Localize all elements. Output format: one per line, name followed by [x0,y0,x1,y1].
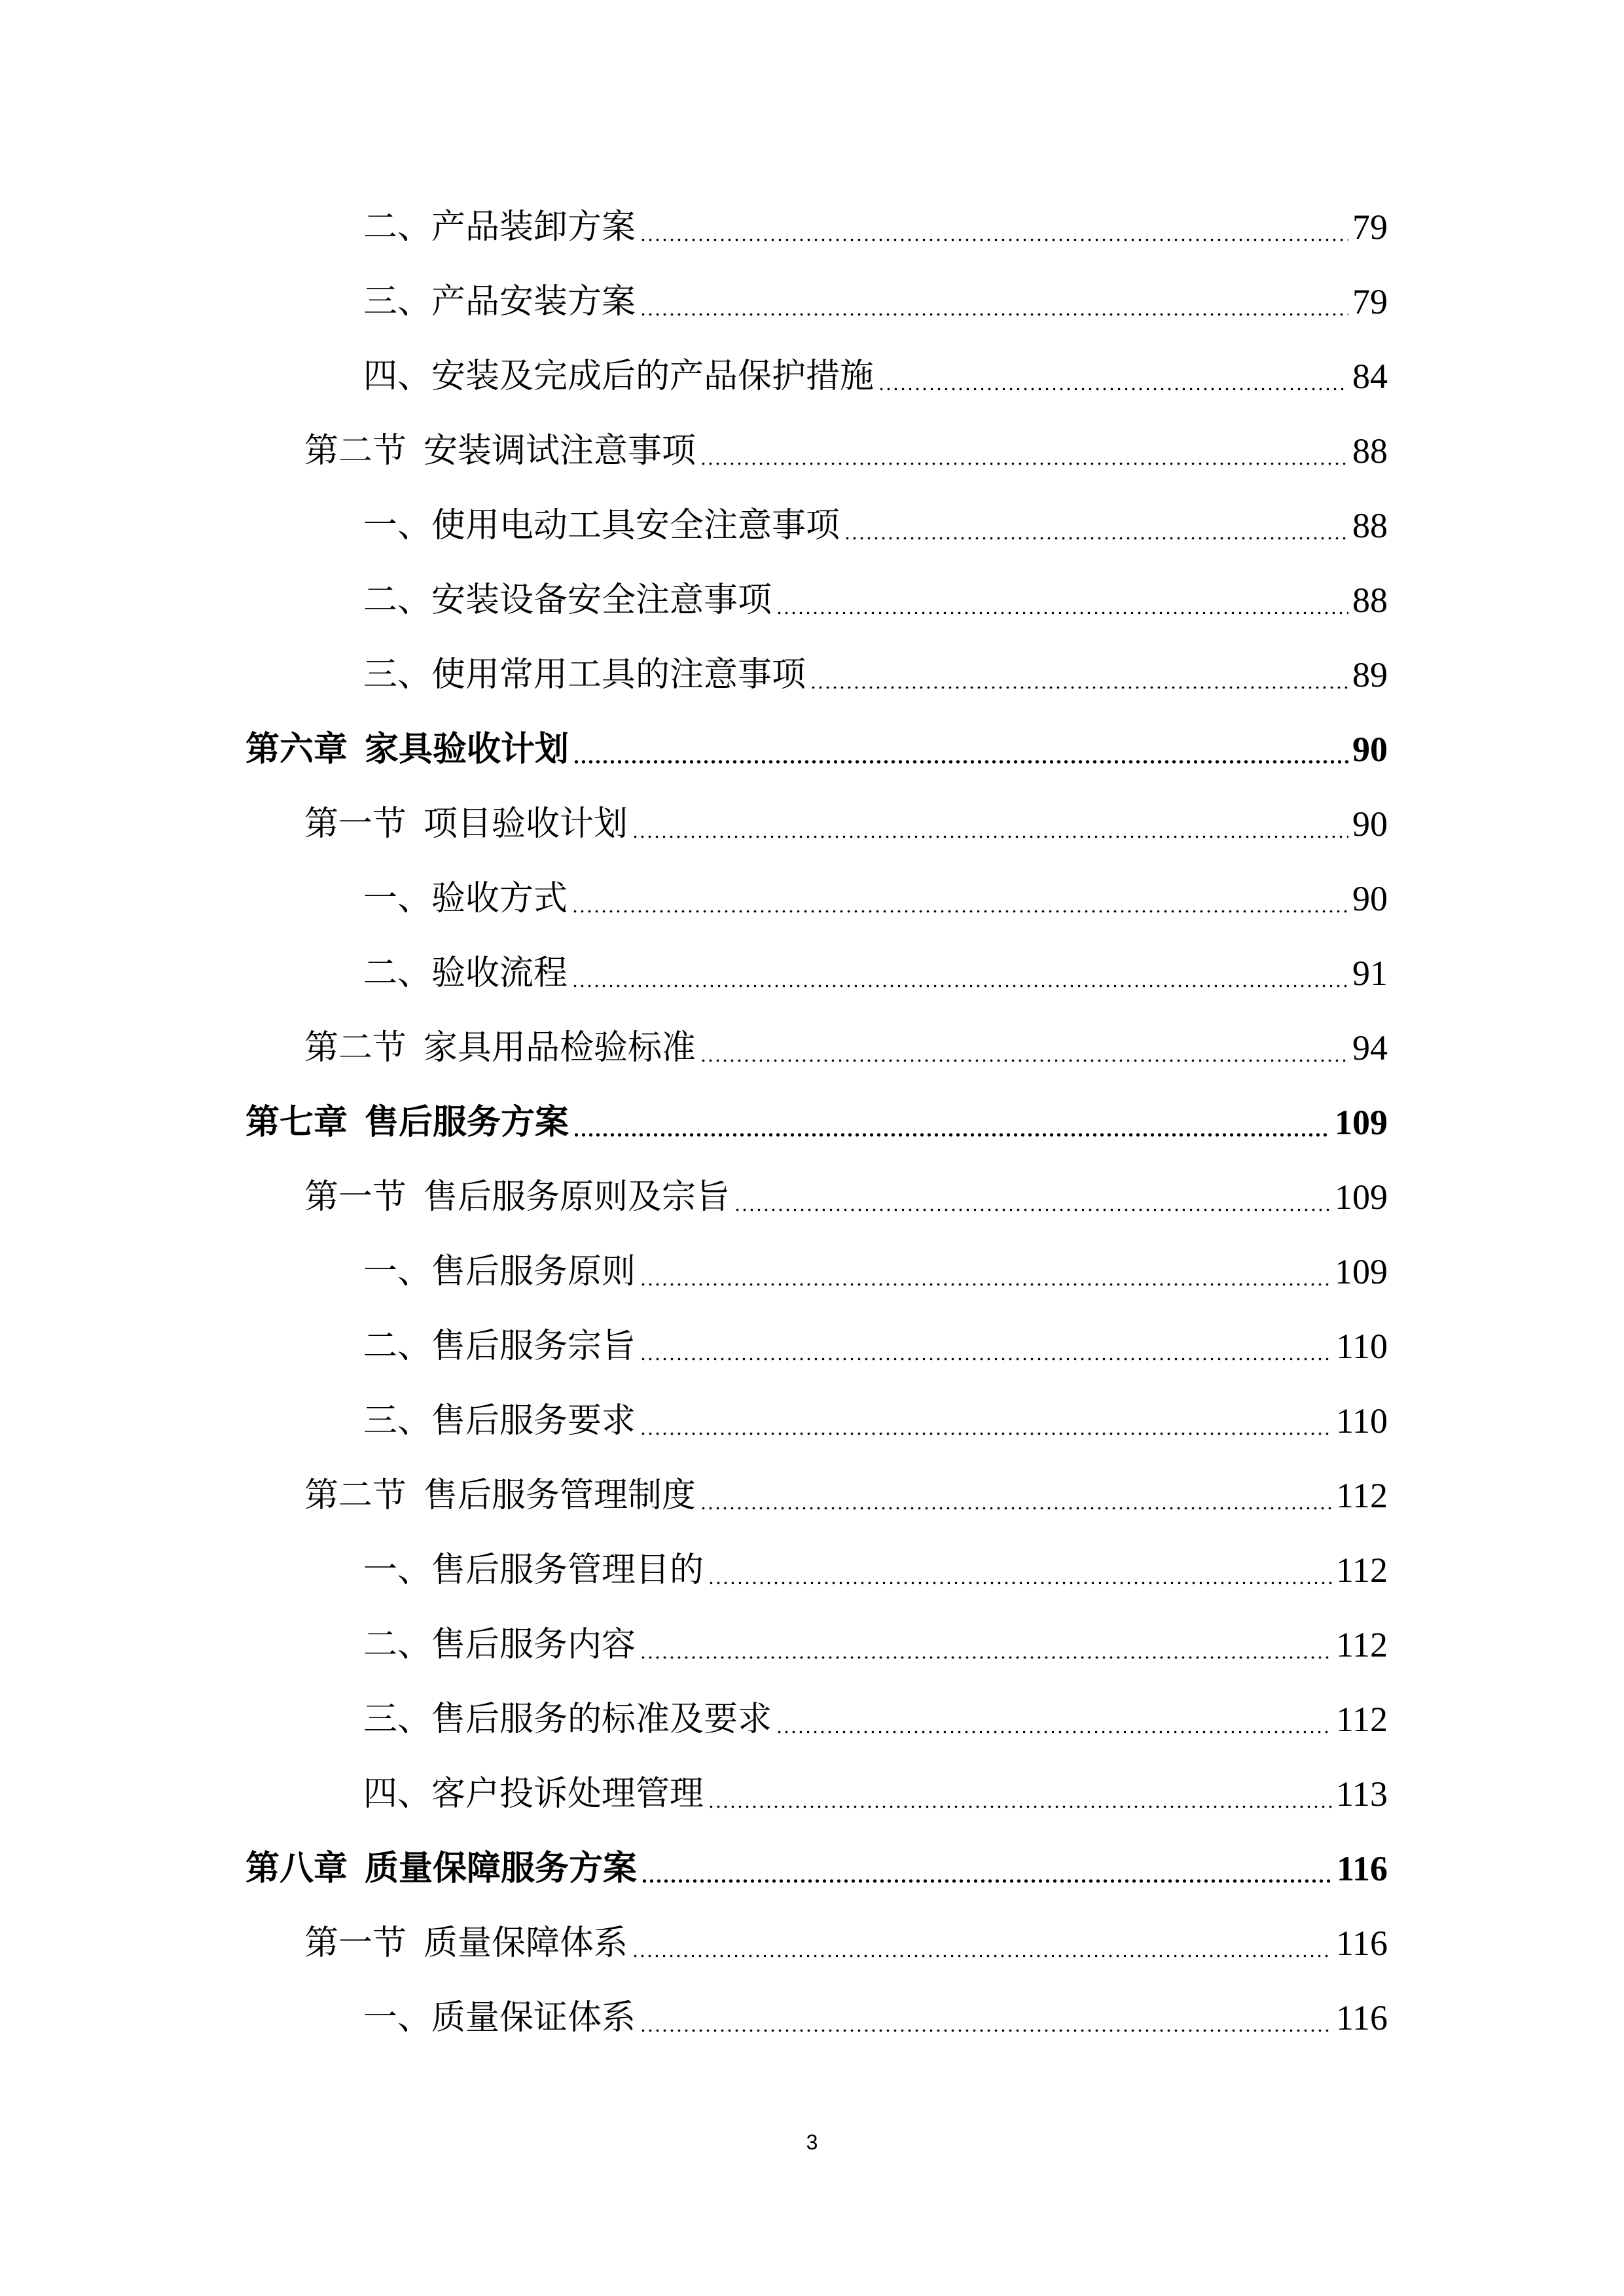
toc-page-number: 90 [1352,804,1388,844]
toc-entry-number: 二、 [363,207,432,247]
toc-subsection-entry[interactable] [0,563,1624,637]
toc-entry-number: 第二节 [304,431,407,471]
toc-entry-text: 产品装卸方案 [431,207,636,247]
toc-entry-text: 售后服务管理制度 [424,1476,696,1515]
toc-entry-number: 第八章 [245,1848,348,1888]
toc-page-number: 112 [1336,1625,1388,1664]
toc-entry-title [363,654,806,696]
toc-entry-number: 四、 [363,1774,432,1814]
toc-entry-text: 售后服务要求 [431,1401,636,1441]
toc-entry-title [304,1475,696,1516]
toc-entry-title [363,355,874,397]
toc-entry-text: 售后服务的标准及要求 [431,1700,772,1739]
toc-entry-text: 售后服务宗旨 [431,1327,636,1366]
toc-entry-number: 二、 [363,1625,432,1664]
toc-page-number: 90 [1352,879,1388,918]
toc-subsection-entry[interactable] [0,264,1624,339]
toc-entry-title [363,1325,636,1367]
toc-entry-text: 安装设备安全注意事项 [431,581,772,620]
toc-dot-leader [734,1176,1331,1218]
toc-entry-title [363,579,772,621]
toc-entry-text: 客户投诉处理管理 [431,1774,704,1814]
toc-entry-title [304,1922,628,1964]
toc-entry-number: 三、 [363,1401,432,1441]
toc-dot-leader [640,1400,1332,1442]
toc-subsection-entry[interactable] [0,488,1624,563]
toc-entry-text: 验收方式 [431,879,568,918]
toc-subsection-entry[interactable] [0,1607,1624,1682]
toc-dot-leader [632,1922,1332,1964]
toc-subsection-entry[interactable] [0,339,1624,414]
toc-page-number: 109 [1335,1103,1388,1142]
toc-entry-title [363,1251,636,1293]
toc-subsection-entry[interactable] [0,1757,1624,1831]
toc-entry-text: 售后服务原则及宗旨 [424,1177,731,1217]
toc-entry-title [363,1549,704,1591]
toc-chapter-entry[interactable] [0,1085,1624,1160]
toc-section-entry[interactable] [0,1011,1624,1085]
toc-page-number: 112 [1336,1551,1388,1590]
toc-entry-title [363,1624,636,1666]
toc-entry-title [304,430,696,472]
toc-entry-text: 质量保障体系 [424,1924,628,1963]
toc-entry-text: 家具验收计划 [365,729,569,769]
toc-chapter-entry[interactable] [0,1831,1624,1906]
toc-entry-title [363,505,840,547]
page-number: 3 [806,2130,818,2154]
toc-dot-leader [640,206,1348,248]
toc-entry-title [245,1102,569,1143]
toc-page-number: 88 [1352,431,1388,471]
toc-entry-text: 售后服务管理目的 [431,1551,704,1590]
toc-entry-title [363,1698,772,1740]
toc-subsection-entry[interactable] [0,1981,1624,2055]
toc-page-number: 109 [1335,1252,1388,1291]
toc-page-number: 116 [1336,1998,1388,2037]
toc-subsection-entry[interactable] [0,861,1624,936]
toc-dot-leader [571,878,1348,920]
toc-entry-text: 安装及完成后的产品保护措施 [431,357,875,396]
toc-entry-number: 第六章 [245,729,348,769]
toc-entry-title [363,1773,704,1815]
toc-dot-leader [640,1251,1331,1293]
toc-page-number: 109 [1335,1177,1388,1217]
toc-entry-text: 售后服务内容 [431,1625,636,1664]
toc-page-number: 88 [1352,506,1388,545]
toc-dot-leader [708,1773,1332,1815]
toc-entry-text: 质量保障服务方案 [365,1848,638,1888]
toc-page-number: 113 [1336,1774,1388,1814]
toc-entry-number: 一、 [363,1252,432,1291]
toc-entry-title [363,1997,636,2039]
toc-dot-leader [708,1549,1332,1591]
toc-page-number: 112 [1336,1700,1388,1739]
toc-entry-number: 第一节 [304,804,407,844]
toc-page-number: 116 [1336,1924,1388,1963]
toc-entry-number: 第一节 [304,1177,407,1217]
toc-entry-title [304,803,628,845]
toc-subsection-entry[interactable] [0,1234,1624,1309]
toc-dot-leader [640,1325,1332,1367]
toc-page-number: 91 [1352,954,1388,993]
toc-dot-leader [640,1997,1332,2039]
toc-page-number: 110 [1336,1327,1388,1366]
toc-dot-leader [632,803,1348,845]
toc-entry-number: 一、 [363,1998,432,2037]
table-of-contents [0,190,1624,2055]
toc-dot-leader [641,1848,1333,1890]
toc-entry-number: 第二节 [304,1476,407,1515]
toc-entry-text: 质量保证体系 [431,1998,636,2037]
toc-entry-number: 三、 [363,1700,432,1739]
toc-entry-number: 一、 [363,1551,432,1590]
toc-entry-title [245,1848,637,1890]
toc-subsection-entry[interactable] [0,190,1624,264]
toc-subsection-entry[interactable] [0,1533,1624,1607]
toc-page-number: 94 [1352,1028,1388,1067]
toc-entry-text: 使用常用工具的注意事项 [431,655,806,694]
toc-entry-text: 验收流程 [431,954,568,993]
toc-dot-leader [776,1698,1332,1740]
toc-section-entry[interactable] [0,414,1624,488]
toc-entry-number: 二、 [363,1327,432,1366]
toc-entry-number: 第一节 [304,1924,407,1963]
toc-entry-number: 四、 [363,357,432,396]
toc-dot-leader [700,1027,1348,1069]
toc-section-entry[interactable] [0,1458,1624,1533]
toc-entry-number: 三、 [363,655,432,694]
toc-dot-leader [640,1624,1332,1666]
toc-entry-number: 一、 [363,506,432,545]
toc-entry-text: 家具用品检验标准 [424,1028,696,1067]
toc-entry-number: 三、 [363,282,432,321]
toc-page-number: 116 [1336,1849,1388,1888]
toc-dot-leader [844,505,1348,547]
toc-dot-leader [878,355,1348,397]
toc-page-number: 89 [1352,655,1388,694]
toc-page-number: 112 [1336,1476,1388,1515]
toc-entry-title [304,1176,730,1218]
toc-entry-title [363,206,636,248]
toc-entry-title [304,1027,696,1069]
toc-entry-title [245,728,569,770]
toc-entry-number: 二、 [363,581,432,620]
toc-entry-number: 二、 [363,954,432,993]
toc-entry-title [363,878,568,920]
toc-entry-text: 项目验收计划 [424,804,628,844]
toc-subsection-entry[interactable] [0,1309,1624,1384]
toc-chapter-entry[interactable] [0,712,1624,787]
toc-page-number: 79 [1352,207,1388,247]
toc-page-number: 88 [1352,581,1388,620]
toc-subsection-entry[interactable] [0,936,1624,1011]
toc-subsection-entry[interactable] [0,637,1624,712]
toc-entry-number: 一、 [363,879,432,918]
toc-entry-title [363,1400,636,1442]
toc-section-entry[interactable] [0,787,1624,861]
toc-dot-leader [776,579,1348,621]
toc-dot-leader [573,1102,1331,1143]
toc-entry-title [363,952,568,994]
toc-subsection-entry[interactable] [0,1682,1624,1757]
toc-section-entry[interactable] [0,1160,1624,1234]
toc-dot-leader [573,728,1348,770]
toc-entry-number: 第七章 [245,1102,348,1142]
toc-dot-leader [700,430,1348,472]
toc-page-number: 90 [1352,730,1388,769]
toc-entry-text: 产品安装方案 [431,282,636,321]
toc-entry-title [363,281,636,323]
toc-entry-text: 安装调试注意事项 [424,431,696,471]
toc-entry-text: 售后服务原则 [431,1252,636,1291]
toc-page-number: 110 [1336,1401,1388,1441]
toc-page-number: 79 [1352,282,1388,321]
toc-dot-leader [810,654,1348,696]
toc-dot-leader [640,281,1348,323]
toc-entry-text: 售后服务方案 [365,1102,569,1142]
toc-entry-text: 使用电动工具安全注意事项 [431,506,840,545]
toc-dot-leader [700,1475,1332,1516]
toc-subsection-entry[interactable] [0,1384,1624,1458]
toc-section-entry[interactable] [0,1906,1624,1981]
toc-page-number: 84 [1352,357,1388,396]
toc-dot-leader [571,952,1348,994]
toc-entry-number: 第二节 [304,1028,407,1067]
